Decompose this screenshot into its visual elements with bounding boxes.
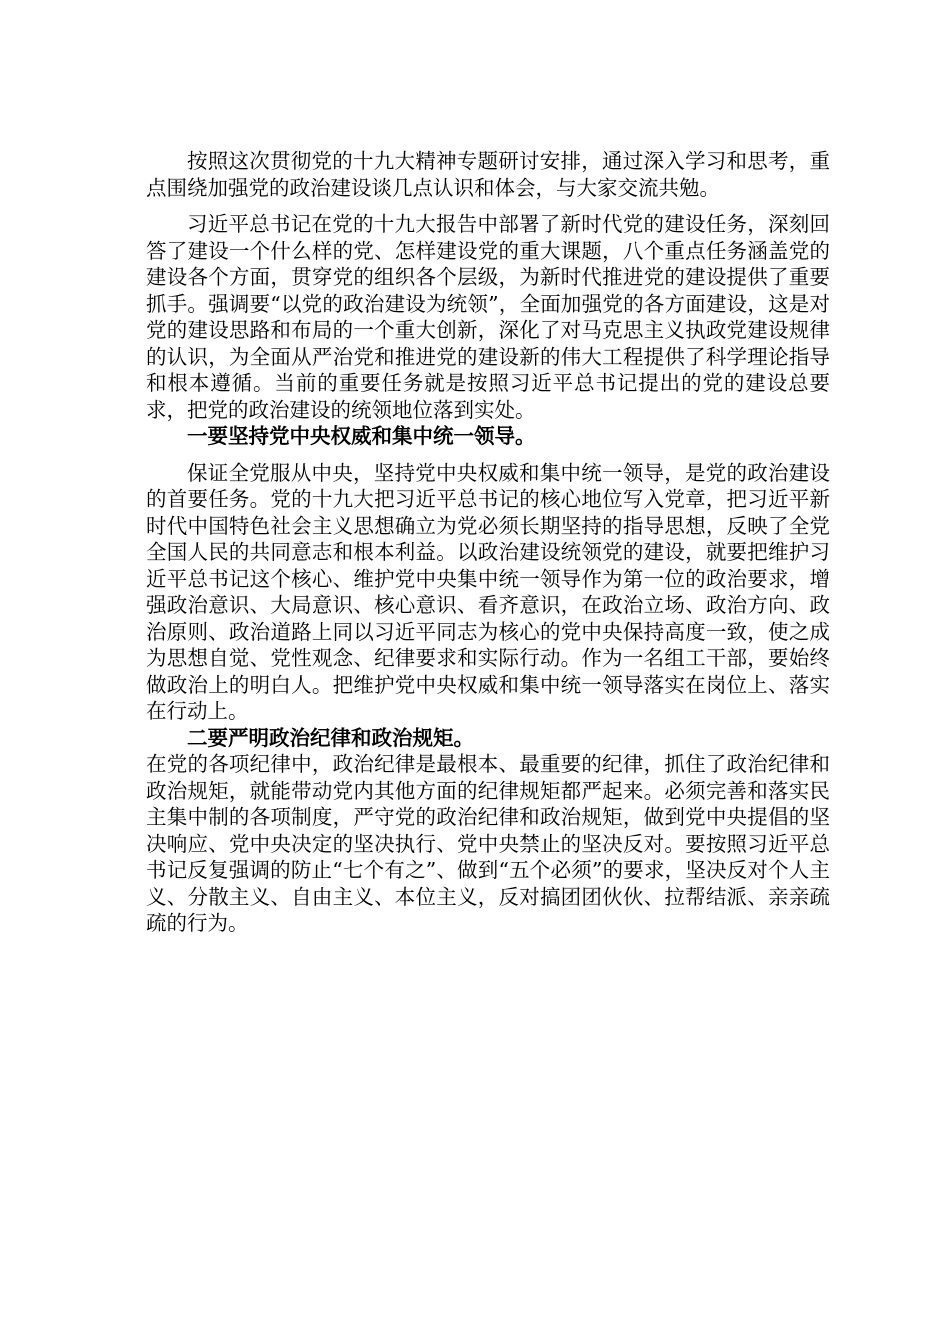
intro-paragraph: 按照这次贯彻党的十九大精神专题研讨安排，通过深入学习和思考，重点围绕加强党的政治建设谈几点认识和体会，与大家交流共勉。 [146, 149, 830, 200]
document-page [146, 148, 830, 937]
paragraph-central-authority: 保证全党服从中央，坚持党中央权威和集中统一领导，是党的政治建设的首要任务。党的十九大把习近平总书记的核心地位写入党章，把习近平新时代中国特色社会主义思想确立为党必须长期坚持的指导思想，反映了全党全国人民的共同意志和根本利益。以政治建设统领党的建设，就要把维护习近平总书记这个核心、维护党中央集中统一领导作为第一位的政治要求，增强政治意识、大局意识、核心意识、看齐意识，在政治立场、政治方向、政治原则、政治道路上同以习近平同志为核心的党中央保持高度一致，使之成为思想自觉、党性观念、纪律要求和实际行动。作为一名组工干部，要始终做政治上的明白人。把维护党中央权威和集中统一领导落实在岗位上、落实在行动上。 [146, 460, 830, 723]
heading-central-authority: 一要坚持党中央权威和集中统一领导。 [187, 424, 536, 448]
heading-political-discipline: 二要严明政治纪律和政治规矩。 [187, 725, 474, 750]
paragraph-political-discipline: 在党的各项纪律中，政治纪律是最根本、最重要的纪律，抓住了政治纪律和政治规矩，就能带动党内其他方面的纪律规矩都严起来。必须完善和落实民主集中制的各项制度，严守党的政治纪律和政治规矩，做到党中央提倡的坚决响应、党中央决定的坚决执行、党中央禁止的坚决反对。要按照习近平总书记反复强调的防止“七个有之”、做到“五个必须”的要求，坚决反对个人主义、分散主义、自由主义、本位主义，反对搞团团伙伙、拉帮结派、亲亲疏疏的行为。 [146, 752, 830, 935]
paragraph-party-building: 习近平总书记在党的十九大报告中部署了新时代党的建设任务，深刻回答了建设一个什么样的党、怎样建设党的重大课题，八个重点任务涵盖党的建设各个方面，贯穿党的组织各个层级，为新时代推进党的建设提供了重要抓手。强调要“以党的政治建设为统领”，全面加强党的各方面建设，这是对党的建设思路和布局的一个重大创新，深化了对马克思主义执政党建设规律的认识，为全面从严治党和推进党的建设新的伟大工程提供了科学理论指导和根本遵循。当前的重要任务就是按照习近平总书记提出的党的建设总要求，把党的政治建设的统领地位落到实处。 [146, 212, 830, 422]
